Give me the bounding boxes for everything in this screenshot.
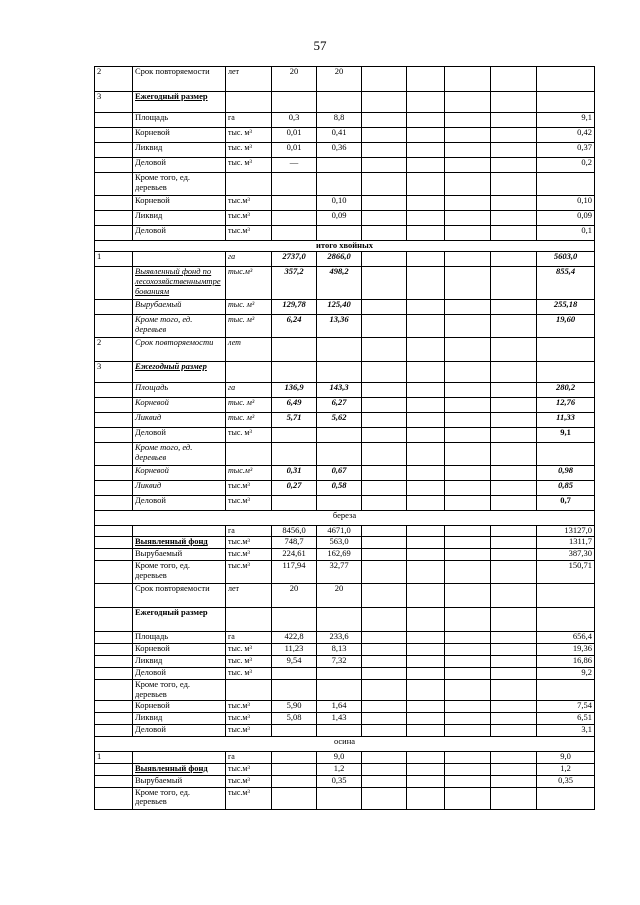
value-cell: 0,35 (537, 775, 595, 787)
value-cell: 498,2 (317, 267, 362, 300)
value-cell: 20 (272, 584, 317, 608)
value-cell: 5,62 (317, 413, 362, 428)
value-cell: 0,01 (272, 128, 317, 143)
value-cell: 20 (317, 67, 362, 92)
unit-cell: тыс. м³ (226, 143, 272, 158)
unit-cell: тыс.м³ (226, 481, 272, 496)
unit-cell: га (226, 252, 272, 267)
value-cell: 8,13 (317, 644, 362, 656)
value-cell: 0,10 (317, 196, 362, 211)
row-label: Срок повторяемости (133, 67, 226, 92)
row-label: Корневой (133, 128, 226, 143)
row-label: Ликвид (133, 656, 226, 668)
value-cell: 855,4 (537, 267, 595, 300)
value-cell: 2866,0 (317, 252, 362, 267)
section-title: осина (95, 736, 595, 751)
value-cell: 6,24 (272, 315, 317, 338)
row-label: Кроме того, ед. деревьев (133, 561, 226, 584)
row-number: 3 (95, 362, 133, 383)
value-cell: 6,27 (317, 398, 362, 413)
table-row (95, 113, 595, 128)
value-cell: 0,2 (537, 158, 595, 173)
value-cell: 1,43 (317, 712, 362, 724)
row-label: Корневой (133, 700, 226, 712)
unit-cell: га (226, 526, 272, 537)
unit-cell: тыс. м³ (226, 315, 272, 338)
table-row (95, 211, 595, 226)
table-row (95, 315, 595, 338)
row-label: Кроме того, ед. деревьев (133, 787, 226, 809)
row-label: Корневой (133, 466, 226, 481)
value-cell: 117,94 (272, 561, 317, 584)
unit-cell: тыс.м³ (226, 267, 272, 300)
value-cell: 0,41 (317, 128, 362, 143)
table-row (95, 656, 595, 668)
value-cell: 13,36 (317, 315, 362, 338)
table-row (95, 632, 595, 644)
value-cell: 1,2 (317, 763, 362, 775)
value-cell: 0,1 (537, 226, 595, 241)
row-label: Кроме того, ед. деревьев (133, 173, 226, 196)
table-row (95, 398, 595, 413)
table-row (95, 775, 595, 787)
unit-cell: га (226, 632, 272, 644)
value-cell: 16,86 (537, 656, 595, 668)
value-cell: 387,30 (537, 549, 595, 561)
table-row (95, 466, 595, 481)
row-label: Деловой (133, 496, 226, 511)
unit-cell: тыс.м³ (226, 537, 272, 549)
row-label: Ликвид (133, 413, 226, 428)
row-number: 2 (95, 67, 133, 92)
table-row (95, 158, 595, 173)
table-row (95, 680, 595, 701)
section-header-row (95, 241, 595, 252)
table-row (95, 128, 595, 143)
value-cell: 19,60 (537, 315, 595, 338)
value-cell: 0,35 (317, 775, 362, 787)
table-row (95, 362, 595, 383)
unit-cell: тыс.м³ (226, 196, 272, 211)
table-row (95, 383, 595, 398)
table-row (95, 300, 595, 315)
table-row (95, 252, 595, 267)
value-cell: 0,01 (272, 143, 317, 158)
value-cell: 6,51 (537, 712, 595, 724)
table-row (95, 226, 595, 241)
unit-cell: тыс.м³ (226, 549, 272, 561)
value-cell: 150,71 (537, 561, 595, 584)
unit-cell: тыс. м³ (226, 128, 272, 143)
value-cell: 9,1 (537, 428, 595, 443)
unit-cell: тыс.м³ (226, 775, 272, 787)
value-cell: 8456,0 (272, 526, 317, 537)
unit-cell: тыс. м³ (226, 644, 272, 656)
value-cell: 563,0 (317, 537, 362, 549)
row-label: Деловой (133, 428, 226, 443)
value-cell: 6,49 (272, 398, 317, 413)
value-cell: 0,27 (272, 481, 317, 496)
table-row (95, 608, 595, 632)
value-cell: 0,36 (317, 143, 362, 158)
table-row (95, 584, 595, 608)
value-cell: 4671,0 (317, 526, 362, 537)
value-cell: 0,09 (317, 211, 362, 226)
value-cell: 0,98 (537, 466, 595, 481)
table-row (95, 700, 595, 712)
unit-cell: тыс.м³ (226, 226, 272, 241)
row-label: Срок повторяемости (133, 338, 226, 362)
table-row (95, 443, 595, 466)
row-label: Корневой (133, 644, 226, 656)
value-cell: 129,78 (272, 300, 317, 315)
value-cell: 0,3 (272, 113, 317, 128)
value-cell: 13127,0 (537, 526, 595, 537)
value-cell: 3,1 (537, 724, 595, 736)
value-cell: 0,42 (537, 128, 595, 143)
row-number: 2 (95, 338, 133, 362)
table-row (95, 751, 595, 763)
value-cell: 9,0 (537, 751, 595, 763)
unit-cell: тыс.м³ (226, 787, 272, 809)
unit-cell: га (226, 383, 272, 398)
unit-cell: га (226, 113, 272, 128)
value-cell: 233,6 (317, 632, 362, 644)
unit-cell: тыс.м³ (226, 700, 272, 712)
row-number: 1 (95, 751, 133, 763)
table-row (95, 481, 595, 496)
section-header-row (95, 736, 595, 751)
table-row (95, 143, 595, 158)
table-row (95, 173, 595, 196)
unit-cell: лет (226, 67, 272, 92)
value-cell: 0,09 (537, 211, 595, 226)
value-cell: 162,69 (317, 549, 362, 561)
value-cell: 125,40 (317, 300, 362, 315)
value-cell: 1,64 (317, 700, 362, 712)
row-label: Кроме того, ед. деревьев (133, 443, 226, 466)
table-row (95, 549, 595, 561)
value-cell: 0,85 (537, 481, 595, 496)
row-label: Корневой (133, 196, 226, 211)
value-cell: 0,10 (537, 196, 595, 211)
row-label: Кроме того, ед. деревьев (133, 680, 226, 701)
value-cell: 224,61 (272, 549, 317, 561)
value-cell: 143,3 (317, 383, 362, 398)
table-row (95, 724, 595, 736)
table-row (95, 537, 595, 549)
unit-cell: тыс. м³ (226, 656, 272, 668)
value-cell: 11,23 (272, 644, 317, 656)
table-row (95, 338, 595, 362)
value-cell: 0,37 (537, 143, 595, 158)
page-number: 57 (313, 38, 327, 53)
value-cell: 357,2 (272, 267, 317, 300)
table-row (95, 644, 595, 656)
value-cell: 8,8 (317, 113, 362, 128)
value-cell: 12,76 (537, 398, 595, 413)
section-header-row (95, 511, 595, 526)
table-row (95, 668, 595, 680)
table-row (95, 712, 595, 724)
value-cell: 2737,0 (272, 252, 317, 267)
value-cell: 9,2 (537, 668, 595, 680)
row-label: Ежегодный размер (133, 608, 226, 632)
row-label: Площадь (133, 113, 226, 128)
value-cell: 20 (317, 584, 362, 608)
value-cell: 7,54 (537, 700, 595, 712)
row-label: Кроме того, ед. деревьев (133, 315, 226, 338)
table-row (95, 496, 595, 511)
row-label: Выявленный фонд (133, 537, 226, 549)
value-cell: — (272, 158, 317, 173)
value-cell: 7,32 (317, 656, 362, 668)
section-title: береза (95, 511, 595, 526)
section-title: итого хвойных (95, 241, 595, 252)
value-cell: 19,36 (537, 644, 595, 656)
unit-cell: тыс.м³ (226, 763, 272, 775)
unit-cell: тыс. м³ (226, 668, 272, 680)
row-label: Срок повторяемости (133, 584, 226, 608)
row-label: Деловой (133, 226, 226, 241)
value-cell: 748,7 (272, 537, 317, 549)
value-cell: 5,71 (272, 413, 317, 428)
row-label: Ликвид (133, 211, 226, 226)
unit-cell: лет (226, 338, 272, 362)
row-label: Ежегодный размер (133, 362, 226, 383)
value-cell: 1311,7 (537, 537, 595, 549)
value-cell: 136,9 (272, 383, 317, 398)
value-cell: 5,90 (272, 700, 317, 712)
row-label: Вырубаемый (133, 549, 226, 561)
value-cell: 0,31 (272, 466, 317, 481)
row-label: Выявленный фонд по лесохозяйственнымтре бованиям (133, 267, 226, 300)
value-cell: 1,2 (537, 763, 595, 775)
forest-fund-table (94, 66, 595, 810)
unit-cell: га (226, 751, 272, 763)
value-cell: 32,77 (317, 561, 362, 584)
value-cell: 0,7 (537, 496, 595, 511)
row-label: Деловой (133, 158, 226, 173)
table-row (95, 67, 595, 92)
value-cell: 255,18 (537, 300, 595, 315)
row-label: Площадь (133, 632, 226, 644)
row-label: Деловой (133, 668, 226, 680)
value-cell: 9,0 (317, 751, 362, 763)
value-cell: 20 (272, 67, 317, 92)
unit-cell: тыс. м³ (226, 413, 272, 428)
unit-cell: тыс.м³ (226, 561, 272, 584)
table-row (95, 267, 595, 300)
row-number: 3 (95, 92, 133, 113)
unit-cell: тыс.м³ (226, 496, 272, 511)
row-label: Ликвид (133, 143, 226, 158)
row-label: Корневой (133, 398, 226, 413)
value-cell: 5,08 (272, 712, 317, 724)
row-label: Ликвид (133, 712, 226, 724)
unit-cell: тыс. м³ (226, 428, 272, 443)
value-cell: 656,4 (537, 632, 595, 644)
value-cell: 0,67 (317, 466, 362, 481)
row-label: Выявленный фонд (133, 763, 226, 775)
row-label: Ликвид (133, 481, 226, 496)
unit-cell: лет (226, 584, 272, 608)
row-label: Вырубаемый (133, 300, 226, 315)
unit-cell: тыс. м³ (226, 300, 272, 315)
value-cell: 9,1 (537, 113, 595, 128)
unit-cell: тыс.м³ (226, 712, 272, 724)
table-row (95, 428, 595, 443)
value-cell: 5603,0 (537, 252, 595, 267)
unit-cell: тыс.м³ (226, 724, 272, 736)
value-cell: 0,58 (317, 481, 362, 496)
unit-cell: тыс.м³ (226, 466, 272, 481)
value-cell: 11,33 (537, 413, 595, 428)
table-row (95, 92, 595, 113)
value-cell: 9,54 (272, 656, 317, 668)
row-number: 1 (95, 252, 133, 267)
table-row (95, 561, 595, 584)
row-label: Ежегодный размер (133, 92, 226, 113)
table-row (95, 787, 595, 809)
unit-cell: тыс. м³ (226, 398, 272, 413)
unit-cell: тыс. м³ (226, 158, 272, 173)
table-row (95, 526, 595, 537)
table-row (95, 763, 595, 775)
value-cell: 280,2 (537, 383, 595, 398)
table-row (95, 196, 595, 211)
row-label: Вырубаемый (133, 775, 226, 787)
unit-cell: тыс.м³ (226, 211, 272, 226)
row-label: Деловой (133, 724, 226, 736)
table-row (95, 413, 595, 428)
row-label: Площадь (133, 383, 226, 398)
value-cell: 422,8 (272, 632, 317, 644)
